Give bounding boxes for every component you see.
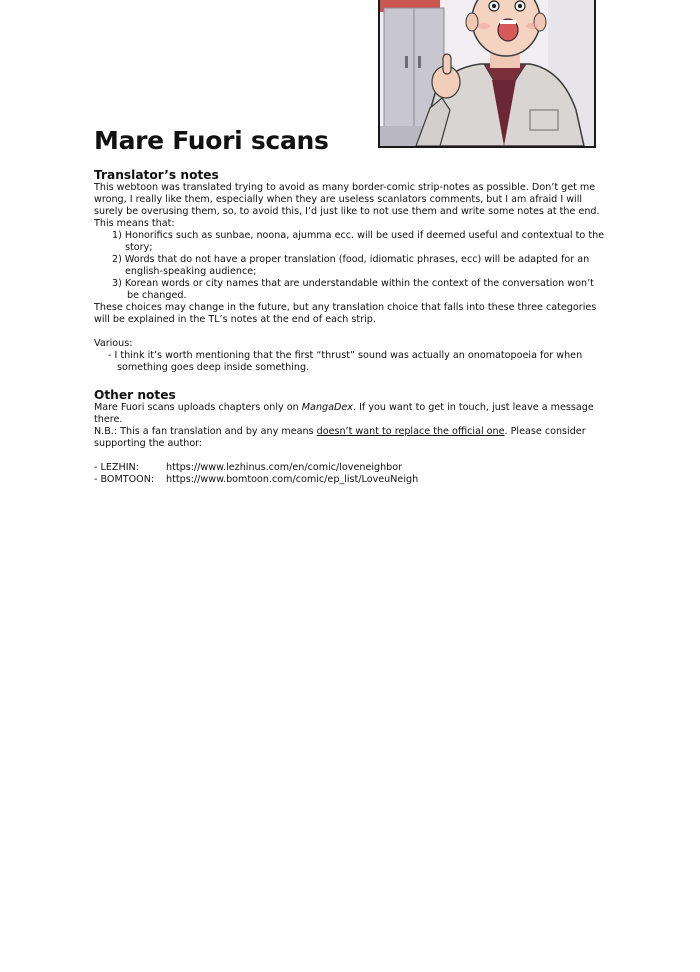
comic-panel-image: [378, 0, 596, 148]
nb-note: [94, 426, 606, 450]
link-row-bomtoon: [94, 474, 606, 486]
translator-notes-intro: This webtoon was translated trying to avoid as many border-comic strip-notes as possible. Don’t get me wrong, I really like them, especially when they are useless scanlators comments, but I am afraid I will surely be overusing them, so, to avoid this, I’d just like to not use them and write some notes at the end.: [94, 182, 600, 217]
note-item-adapted-words: 2) Words that do not have a proper translation (food, idiomatic phrases, ecc) will be adapted for an english-speaking audience;: [112, 254, 590, 277]
scan-group-title: Mare Fuori scans: [94, 126, 329, 155]
link-row-lezhin: [94, 462, 606, 474]
mangadex-name: MangaDex: [301, 402, 353, 413]
author-links: [94, 462, 606, 486]
means-that-label: This means that:: [94, 218, 175, 229]
bomtoon-url[interactable]: https://www.bomtoon.com/comic/ep_list/LoveuNeigh: [166, 474, 419, 485]
other-notes-heading: Other notes: [94, 388, 176, 402]
translator-notes-closing: These choices may change in the future, but any translation choice that falls into these three categories will be explained in the TL’s notes at the end of each strip.: [94, 302, 597, 325]
link-label: - BOMTOON:: [94, 474, 155, 485]
note-item-korean-words: 3) Korean words or city names that are understandable within the context of the conversation won’t be changed.: [112, 278, 594, 301]
translator-notes-heading: Translator’s notes: [94, 168, 219, 182]
various-item: - I think it’s worth mentioning that the first “thrust” sound was actually an onomatopoeia for when something goes deep inside something.: [108, 350, 583, 373]
official-disclaimer: doesn’t want to replace the official one: [316, 426, 505, 437]
various-label: Various:: [94, 338, 133, 349]
uploads-note: [94, 402, 606, 426]
nb-text-end: . Please consider supporting the author:: [94, 426, 586, 449]
link-label: - LEZHIN:: [94, 462, 139, 473]
note-item-honorifics: 1) Honorifics such as sunbae, noona, ajumma ecc. will be used if deemed useful and contextual to the story;: [112, 230, 605, 253]
notes-body: [94, 168, 606, 486]
uploads-text-end: . If you want to get in touch, just leave a message there.: [94, 402, 594, 425]
nb-text: N.B.: This a fan translation and by any means: [94, 426, 317, 437]
uploads-text: Mare Fuori scans uploads chapters only on: [94, 402, 302, 413]
lezhin-url[interactable]: https://www.lezhinus.com/en/comic/loveneighbor: [166, 462, 403, 473]
